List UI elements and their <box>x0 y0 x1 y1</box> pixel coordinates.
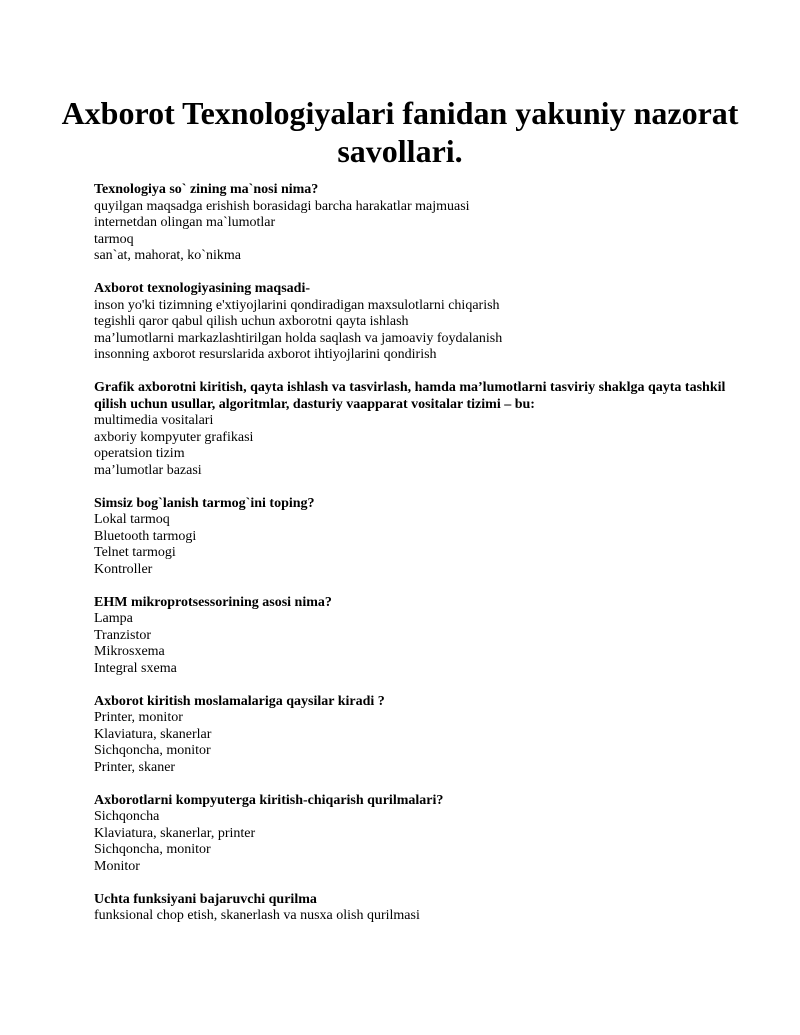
question-text: Simsiz bog`lanish tarmog`ini toping? <box>94 495 315 511</box>
page-title: Axborot Texnologiyalari fanidan yakuniy nazorat savollari. <box>61 95 739 169</box>
question-block-5 <box>94 595 734 678</box>
answer-option: multimedia vositalari <box>94 413 214 428</box>
answer-option: ma’lumotlarni markazlashtirilgan holda saqlash va jamoaviy foydalanish <box>94 330 503 346</box>
answer-option: Sichqoncha, monitor <box>94 842 211 857</box>
answer-option: tegishli qaror qabul qilish uchun axborotni qayta ishlash <box>94 314 409 329</box>
answer-option: Sichqoncha, monitor <box>94 743 211 758</box>
question-block-4 <box>94 496 734 579</box>
answer-option: san`at, mahorat, ko`nikma <box>94 248 241 263</box>
answer-option: quyilgan maqsadga erishish borasidagi barcha harakatlar majmuasi <box>94 198 470 214</box>
question-block-8 <box>94 892 734 925</box>
question-block-1 <box>94 182 734 265</box>
answer-option: Telnet tarmogi <box>94 545 176 560</box>
answer-option: ma’lumotlar bazasi <box>94 462 202 478</box>
question-block-2 <box>94 281 734 364</box>
answer-option: Monitor <box>94 858 140 874</box>
answer-option: Mikrosxema <box>94 644 165 659</box>
answer-option: Lampa <box>94 611 133 626</box>
answer-option: Tranzistor <box>94 627 152 643</box>
question-text: EHM mikroprotsessorining asosi nima? <box>94 594 332 610</box>
answer-option: axboriy kompyuter grafikasi <box>94 429 254 445</box>
question-text: Grafik axborotni kiritish, qayta ishlash va tasvirlash, hamda ma’lumotlarni tasviriy shaklga qayta tashkil qilish uchun usullar, algoritmlar, dasturiy vaapparat vositalar tizimi – bu: <box>94 380 726 412</box>
answer-option: Integral sxema <box>94 660 177 676</box>
question-text: Axborot kiritish moslamalariga qaysilar kiradi ? <box>94 693 385 709</box>
question-text: Axborotlarni kompyuterga kiritish-chiqarish qurilmalari? <box>94 792 444 808</box>
answer-option: inson yo'ki tizimning e'xtiyojlarini qondiradigan maxsulotlarni chiqarish <box>94 297 500 313</box>
question-block-7 <box>94 793 734 876</box>
answer-option: Klaviatura, skanerlar <box>94 726 212 742</box>
answer-option: Printer, monitor <box>94 710 183 725</box>
answer-option: Kontroller <box>94 561 153 577</box>
answer-option: Sichqoncha <box>94 809 160 824</box>
question-text: Uchta funksiyani bajaruvchi qurilma <box>94 891 317 907</box>
answer-option: tarmoq <box>94 231 134 247</box>
answer-option: internetdan olingan ma`lumotlar <box>94 215 276 230</box>
question-block-3 <box>94 380 734 479</box>
answer-option: funksional chop etish, skanerlash va nusxa olish qurilmasi <box>94 908 420 923</box>
answer-option: Printer, skaner <box>94 759 176 775</box>
answer-option: Klaviatura, skanerlar, printer <box>94 825 256 841</box>
question-text: Texnologiya so` zining ma`nosi nima? <box>94 182 319 197</box>
question-list <box>94 182 734 941</box>
answer-option: Bluetooth tarmogi <box>94 528 197 544</box>
answer-option: insonning axborot resurslarida axborot ihtiyojlarini qondirish <box>94 347 437 362</box>
answer-option: Lokal tarmoq <box>94 512 170 527</box>
question-text: Axborot texnologiyasining maqsadi- <box>94 281 310 296</box>
question-block-6 <box>94 694 734 777</box>
answer-option: operatsion tizim <box>94 446 185 461</box>
